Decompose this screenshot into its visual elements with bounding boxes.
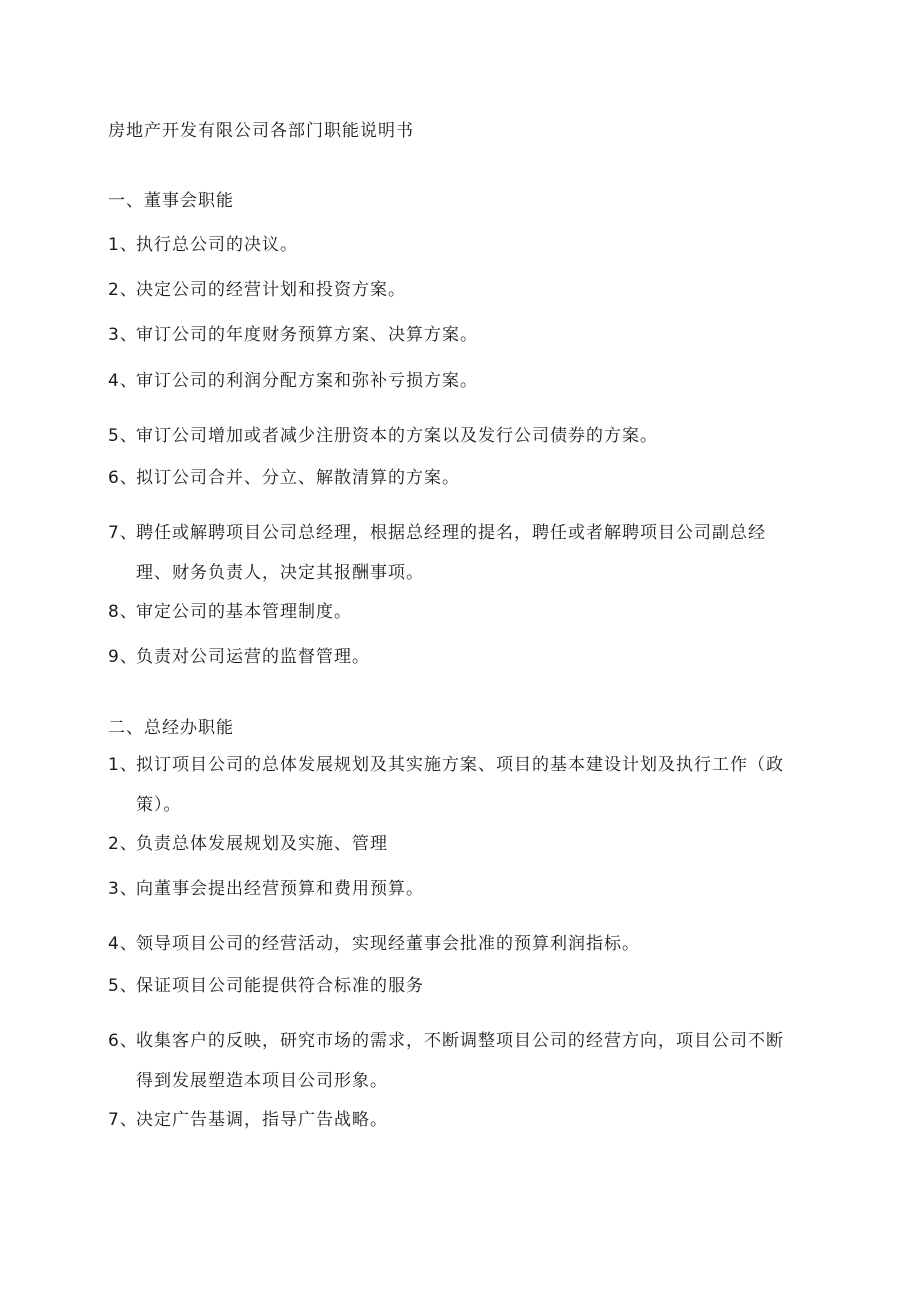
document-title: 房地产开发有限公司各部门职能说明书 xyxy=(108,121,414,141)
list-item xyxy=(108,366,808,391)
item-text: 聘任或解聘项目公司总经理，根据总经理的提名，聘任或者解聘项目公司副总经 xyxy=(136,523,766,543)
list-item xyxy=(108,1105,808,1130)
section-heading-gm-office: 二、总经办职能 xyxy=(108,718,234,738)
item-number: 6、 xyxy=(108,1031,138,1051)
list-item xyxy=(108,421,808,446)
item-text: 决定公司的经营计划和投资方案。 xyxy=(136,280,406,300)
list-item xyxy=(108,597,808,622)
list-item xyxy=(108,518,808,583)
list-item xyxy=(108,642,808,667)
list-item xyxy=(108,874,808,899)
list-item xyxy=(108,829,808,854)
list-item xyxy=(108,275,808,300)
item-text: 向董事会提出经营预算和费用预算。 xyxy=(136,879,424,899)
list-item xyxy=(108,1026,808,1091)
item-text: 审定公司的基本管理制度。 xyxy=(136,602,352,622)
item-number: 6、 xyxy=(108,468,138,488)
item-number: 3、 xyxy=(108,325,138,345)
item-text-continued: 得到发展塑造本项目公司形象。 xyxy=(136,1071,388,1091)
item-number: 4、 xyxy=(108,371,138,391)
item-number: 7、 xyxy=(108,1110,138,1130)
item-text: 审订公司的利润分配方案和弥补亏损方案。 xyxy=(136,371,478,391)
list-item xyxy=(108,320,808,345)
item-text: 拟订公司合并、分立、解散清算的方案。 xyxy=(136,468,460,488)
item-text: 收集客户的反映，研究市场的需求，不断调整项目公司的经营方向，项目公司不断 xyxy=(136,1031,784,1051)
item-number: 2、 xyxy=(108,280,138,300)
list-item xyxy=(108,929,808,954)
item-number: 1、 xyxy=(108,235,138,255)
list-item xyxy=(108,463,808,488)
item-text: 审订公司的年度财务预算方案、决算方案。 xyxy=(136,325,478,345)
item-number: 7、 xyxy=(108,523,138,543)
item-text-continued: 理、财务负责人，决定其报酬事项。 xyxy=(136,563,424,583)
item-text: 拟订项目公司的总体发展规划及其实施方案、项目的基本建设计划及执行工作（政 xyxy=(136,755,784,775)
list-item xyxy=(108,750,808,815)
item-text: 保证项目公司能提供符合标准的服务 xyxy=(136,976,424,996)
item-number: 5、 xyxy=(108,976,138,996)
list-item xyxy=(108,230,808,255)
item-text: 审订公司增加或者减少注册资本的方案以及发行公司债券的方案。 xyxy=(136,426,658,446)
item-text: 负责对公司运营的监督管理。 xyxy=(136,647,370,667)
section-heading-board: 一、董事会职能 xyxy=(108,191,234,211)
item-text: 负责总体发展规划及实施、管理 xyxy=(136,834,388,854)
item-text-continued: 策）。 xyxy=(136,795,182,815)
item-number: 4、 xyxy=(108,934,138,954)
item-number: 9、 xyxy=(108,647,138,667)
item-number: 2、 xyxy=(108,834,138,854)
item-number: 1、 xyxy=(108,755,138,775)
item-text: 领导项目公司的经营活动，实现经董事会批准的预算利润指标。 xyxy=(136,934,640,954)
item-number: 8、 xyxy=(108,602,138,622)
item-text: 执行总公司的决议。 xyxy=(136,235,298,255)
item-number: 5、 xyxy=(108,426,138,446)
item-text: 决定广告基调，指导广告战略。 xyxy=(136,1110,388,1130)
list-item xyxy=(108,971,808,996)
item-number: 3、 xyxy=(108,879,138,899)
